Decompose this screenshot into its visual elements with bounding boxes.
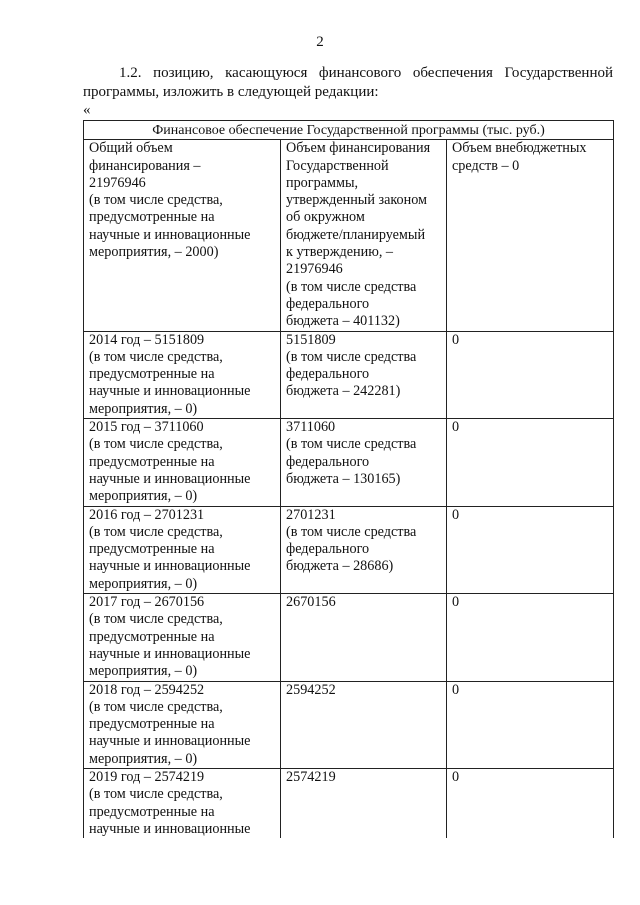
total-financing-cell-line: (в том числе средства, xyxy=(89,192,223,209)
year-total-cell-line: научные и инновационные xyxy=(89,820,251,837)
year-total-cell-line: (в том числе средства, xyxy=(89,611,223,628)
year-program-cell xyxy=(281,506,447,593)
year-program-cell-line: 3711060 xyxy=(286,419,336,436)
program-financing-cell-line: Государственной xyxy=(286,157,389,174)
year-total-cell-line: научные и инновационные xyxy=(89,645,251,662)
table-row xyxy=(84,594,614,681)
year-program-cell xyxy=(281,331,447,418)
table-row xyxy=(84,419,614,506)
year-extrabudgetary-cell xyxy=(447,768,614,838)
intro-line-1: 1.2. позицию, касающуюся финансового обеспечения Государственной xyxy=(119,65,613,81)
year-total-cell xyxy=(84,331,281,418)
year-program-cell-line: федерального xyxy=(286,541,370,558)
year-total-cell-line: предусмотренные на xyxy=(89,541,215,558)
year-total-cell-line: 2017 год – 2670156 xyxy=(89,594,205,611)
year-program-cell xyxy=(281,594,447,681)
year-total-cell-line: (в том числе средства, xyxy=(89,786,223,803)
program-financing-cell xyxy=(281,140,447,331)
year-program-cell-line: 2594252 xyxy=(286,681,336,698)
year-total-cell-line: предусмотренные на xyxy=(89,366,215,383)
year-total-cell-line: предусмотренные на xyxy=(89,628,215,645)
extrabudgetary-cell-line: средств – 0 xyxy=(452,157,520,174)
table-title: Финансовое обеспечение Государственной программы (тыс. руб.) xyxy=(84,121,614,140)
extrabudgetary-cell xyxy=(447,140,614,331)
year-program-cell-line: (в том числе средства xyxy=(286,436,417,453)
total-financing-cell-line: предусмотренные на xyxy=(89,209,215,226)
program-financing-cell-line: программы, xyxy=(286,174,359,191)
year-extrabudgetary-cell-line: 0 xyxy=(452,681,460,698)
table-row xyxy=(84,681,614,768)
year-total-cell-line: 2018 год – 2594252 xyxy=(89,681,205,698)
year-program-cell-line: 2670156 xyxy=(286,594,336,611)
financing-table xyxy=(83,120,614,838)
year-extrabudgetary-cell xyxy=(447,506,614,593)
year-total-cell-line: научные и инновационные xyxy=(89,383,251,400)
program-financing-cell-line: бюджета – 401132) xyxy=(286,313,400,330)
year-program-cell-line: бюджета – 130165) xyxy=(286,470,401,487)
year-program-cell-line: бюджета – 28686) xyxy=(286,558,394,575)
program-financing-cell-line: к утверждению, – xyxy=(286,244,394,261)
intro-paragraph xyxy=(83,64,613,102)
year-program-cell-line: 2701231 xyxy=(286,506,336,523)
table-row xyxy=(84,768,614,838)
year-total-cell-line: 2015 год – 3711060 xyxy=(89,419,204,436)
year-extrabudgetary-cell-line: 0 xyxy=(452,331,460,348)
total-financing-cell xyxy=(84,140,281,331)
year-total-cell-line: предусмотренные на xyxy=(89,453,215,470)
year-total-cell-line: научные и инновационные xyxy=(89,558,251,575)
year-total-cell-line: (в том числе средства, xyxy=(89,436,223,453)
year-total-cell-line: 2019 год – 2574219 xyxy=(89,768,205,785)
year-program-cell-line: (в том числе средства xyxy=(286,523,417,540)
year-total-cell xyxy=(84,419,281,506)
total-financing-cell-line: финансирования – xyxy=(89,157,201,174)
program-financing-cell-line: (в том числе средства xyxy=(286,278,417,295)
extrabudgetary-cell-line: Объем внебюджетных xyxy=(452,140,587,157)
year-total-cell-line: научные и инновационные xyxy=(89,733,251,750)
year-total-cell-line: мероприятия, – 0) xyxy=(89,400,198,417)
year-extrabudgetary-cell xyxy=(447,419,614,506)
year-program-cell-line: бюджета – 242281) xyxy=(286,383,401,400)
year-extrabudgetary-cell-line: 0 xyxy=(452,768,460,785)
table-title-row xyxy=(84,121,614,140)
year-total-cell-line: научные и инновационные xyxy=(89,470,251,487)
year-total-cell-line: (в том числе средства, xyxy=(89,698,223,715)
year-total-cell xyxy=(84,594,281,681)
year-extrabudgetary-cell-line: 0 xyxy=(452,594,460,611)
year-total-cell-line: мероприятия, – 0) xyxy=(89,750,198,767)
opening-quote: « xyxy=(83,102,91,118)
year-program-cell-line: (в том числе средства xyxy=(286,348,417,365)
year-total-cell-line: мероприятия, – 0) xyxy=(89,575,198,592)
program-financing-cell-line: об окружном xyxy=(286,209,365,226)
year-total-cell-line: предусмотренные на xyxy=(89,803,215,820)
total-financing-cell-line: научные и инновационные xyxy=(89,226,251,243)
year-extrabudgetary-cell xyxy=(447,331,614,418)
program-financing-cell-line: 21976946 xyxy=(286,261,343,278)
year-program-cell-line: федерального xyxy=(286,366,370,383)
year-total-cell xyxy=(84,768,281,838)
year-total-cell xyxy=(84,681,281,768)
year-total-cell-line: мероприятия, – 0) xyxy=(89,663,198,680)
year-program-cell-line: 5151809 xyxy=(286,331,336,348)
year-program-cell xyxy=(281,768,447,838)
table-row xyxy=(84,506,614,593)
year-extrabudgetary-cell xyxy=(447,681,614,768)
page-number: 2 xyxy=(316,34,324,50)
total-financing-cell-line: мероприятия, – 2000) xyxy=(89,244,219,261)
program-financing-cell-line: утвержденный законом xyxy=(286,192,428,209)
program-financing-cell-line: бюджете/планируемый xyxy=(286,226,426,243)
year-program-cell-line: 2574219 xyxy=(286,768,336,785)
year-total-cell-line: 2014 год – 5151809 xyxy=(89,331,205,348)
year-program-cell xyxy=(281,419,447,506)
program-financing-cell-line: Объем финансирования xyxy=(286,140,431,157)
total-financing-cell-line: 21976946 xyxy=(89,174,146,191)
year-total-cell-line: предусмотренные на xyxy=(89,716,215,733)
total-financing-cell-line: Общий объем xyxy=(89,140,173,157)
year-program-cell xyxy=(281,681,447,768)
year-total-cell-line: (в том числе средства, xyxy=(89,523,223,540)
year-extrabudgetary-cell-line: 0 xyxy=(452,419,460,436)
table-header-row xyxy=(84,140,614,331)
year-total-cell xyxy=(84,506,281,593)
year-extrabudgetary-cell xyxy=(447,594,614,681)
table-row xyxy=(84,331,614,418)
intro-line-2: программы, изложить в следующей редакции: xyxy=(83,84,379,100)
year-total-cell-line: 2016 год – 2701231 xyxy=(89,506,205,523)
year-program-cell-line: федерального xyxy=(286,453,370,470)
year-extrabudgetary-cell-line: 0 xyxy=(452,506,460,523)
program-financing-cell-line: федерального xyxy=(286,295,370,312)
year-total-cell-line: (в том числе средства, xyxy=(89,348,223,365)
year-total-cell-line: мероприятия, – 0) xyxy=(89,488,198,505)
